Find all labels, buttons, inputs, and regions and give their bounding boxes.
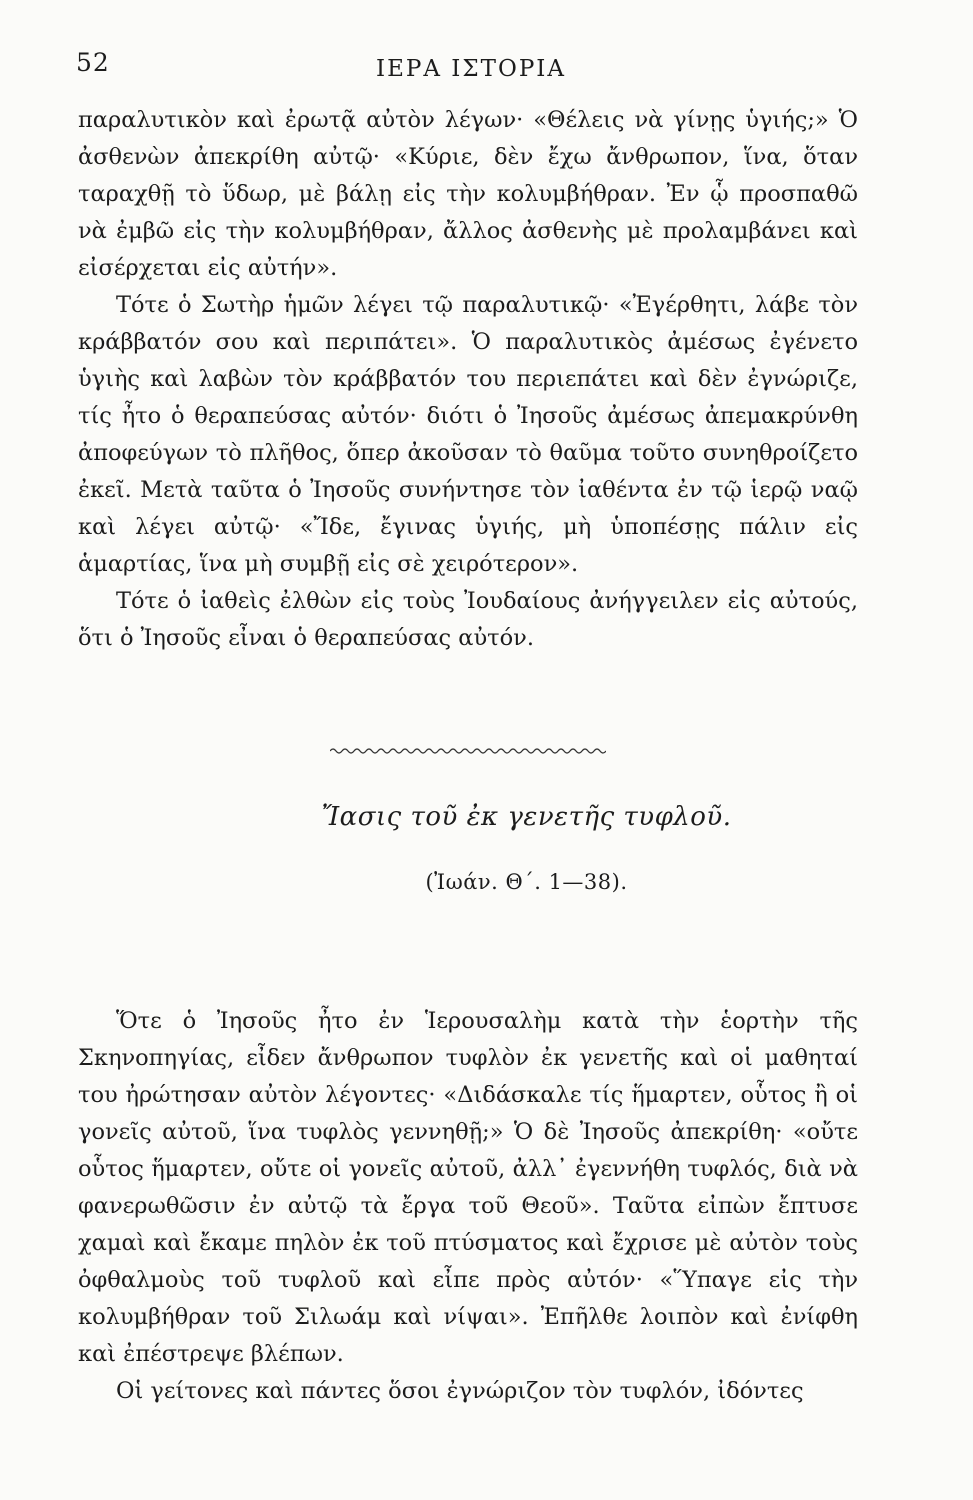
paragraph: παραλυτικὸν καὶ ἐρωτᾷ αὐτὸν λέγων· «Θέλεις νὰ γίνῃς ὑγιής;» Ὁ ἀσθενὼν ἀπεκρίθη αὐτῷ· «Κύριε, δὲν ἔχω ἄνθρωπον, ἵνα, ὅταν ταραχθῇ τὸ ὕδωρ, μὲ βάλῃ εἰς τὴν κολυμβήθραν. Ἐν ᾧ προσπαθῶ νὰ ἐμβῶ εἰς τὴν κολυμβήθραν, ἄλλος ἀσθενὴς μὲ προλαμβάνει καὶ εἰσέρχεται εἰς αὐτήν». — [78, 107, 858, 281]
running-title: ΙΕΡΑ ΙΣΤΟΡΙΑ — [376, 56, 566, 82]
paragraph: Οἱ γείτονες καὶ πάντες ὅσοι ἐγνώριζον τὸν τυφλόν, ἰδόντες — [116, 1378, 804, 1404]
text-block-lower — [78, 1003, 858, 1410]
paragraph: Ὅτε ὁ Ἰησοῦς ἦτο ἐν Ἱερουσαλὴμ κατὰ τὴν ἑορτὴν τῆς Σκηνοπηγίας, εἶδεν ἄνθρωπον τυφλὸν ἐκ γενετῆς καὶ οἱ μαθηταί του ἠρώτησαν αὐτὸν λέγοντες· «Διδάσκαλε τίς ἥμαρτεν, οὗτος ἢ οἱ γονεῖς αὐτοῦ, ἵνα τυφλὸς γεννηθῇ;» Ὁ δὲ Ἰησοῦς ἀπεκρίθη· «οὔτε οὗτος ἥμαρτεν, οὔτε οἱ γονεῖς αὐτοῦ, ἀλλ᾿ ἐγεννήθη τυφλός, διὰ νὰ φανερωθῶσιν ἐν αὐτῷ τὰ ἔργα τοῦ Θεοῦ». Ταῦτα εἰπὼν ἔπτυσε χαμαὶ καὶ ἔκαμε πηλὸν ἐκ τοῦ πτύσματος καὶ ἔχρισε μὲ αὐτὸν τοὺς ὀφθαλμοὺς τοῦ τυφλοῦ καὶ εἶπε πρὸς αὐτόν· «Ὕπαγε εἰς τὴν κολυμβήθραν τοῦ Σιλωάμ καὶ νίψαι». Ἐπῆλθε λοιπὸν καὶ ἐνίφθη καὶ ἐπέστρεψε βλέπων. — [78, 1008, 858, 1367]
wavy-divider-ornament — [330, 744, 606, 758]
section-heading — [0, 802, 973, 832]
section-reference — [0, 870, 973, 894]
paragraph: Τότε ὁ Σωτὴρ ἡμῶν λέγει τῷ παραλυτικῷ· «Ἐγέρθητι, λάβε τὸν κράββατόν σου καὶ περιπάτει». Ὁ παραλυτικὸς ἀμέσως ἐγένετο ὑγιὴς καὶ λαβὼν τὸν κράββατόν του περιεπάτει καὶ δὲν ἐγνώριζε, τίς ἦτο ὁ θεραπεύσας αὐτόν· διότι ὁ Ἰησοῦς ἀμέσως ἀπεμακρύνθη ἀποφεύγων τὸ πλῆθος, ὅπερ ἀκοῦσαν τὸ θαῦμα τοῦτο συνηθροίζετο ἐκεῖ. Μετὰ ταῦτα ὁ Ἰησοῦς συνήντησε τὸν ἰαθέντα ἐν τῷ ἱερῷ ναῷ καὶ λέγει αὐτῷ· «Ἴδε, ἔγινας ὑγιής, μὴ ὑποπέσῃς πάλιν εἰς ἁμαρτίας, ἵνα μὴ συμβῇ εἰς σὲ χειρότερον». — [78, 292, 858, 577]
section-title: Ἴασις τοῦ ἐκ γενετῆς τυφλοῦ. — [321, 802, 732, 832]
paragraph: Τότε ὁ ἰαθεὶς ἐλθὼν εἰς τοὺς Ἰουδαίους ἀνήγγειλεν εἰς αὐτούς, ὅτι ὁ Ἰησοῦς εἶναι ὁ θεραπεύσας αὐτόν. — [78, 588, 858, 651]
page-number: 52 — [76, 48, 110, 77]
text-block-upper — [78, 102, 858, 657]
scripture-reference: (Ἰωάν. Θ΄. 1—38). — [425, 870, 628, 894]
running-head — [76, 44, 866, 88]
